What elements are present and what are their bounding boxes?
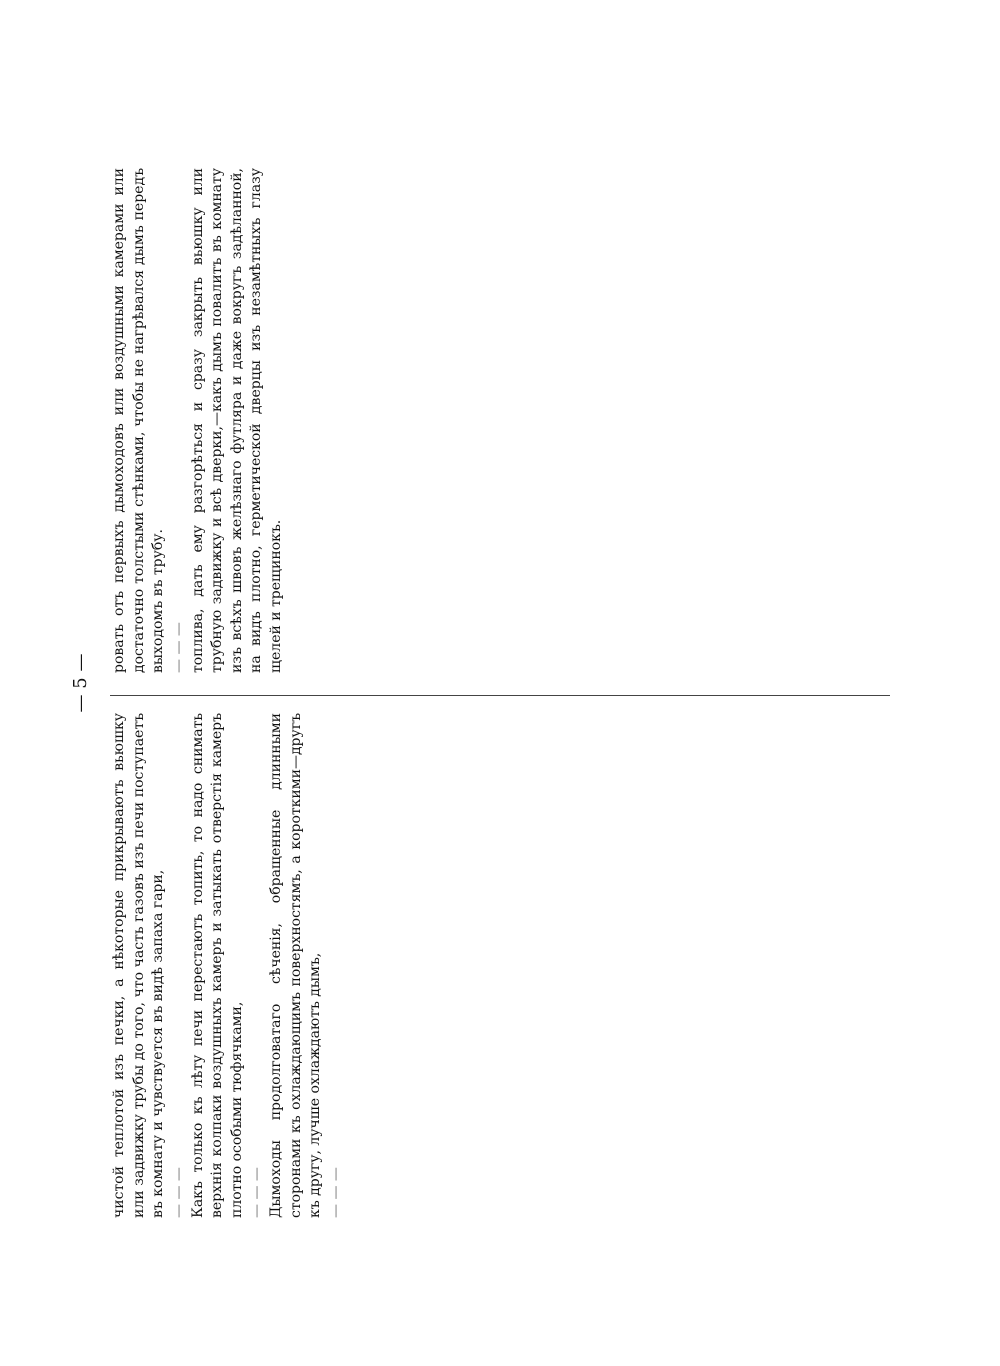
page-number: — 5 — — [70, 653, 91, 713]
paragraph: чистой теплотой изъ печки, а нѣкоторые прикрываютъ вьюшку или задвижку трубы до того, что часть газовъ изъ печи поступаетъ въ комнату и чувствуется въ видѣ запаха гари, — [111, 708, 166, 1218]
paragraph: Дымоходы продолговатаго сѣченія, обращенные длинными сторонами къ охлаждающимъ поверхностямъ, а короткими—другъ къ другу, лучше охлаждаютъ дымъ, — [268, 708, 323, 1218]
right-text-column — [110, 163, 910, 673]
paragraph: ровать отъ первыхъ дымоходовъ или воздушными камерами или достаточно толстыми стѣнками, чтобы не нагрѣвался дымъ передъ выходомъ въ трубу. — [111, 163, 166, 673]
paragraph: Какъ только къ лѣту печи перестаютъ топить, то надо снимать верхнія колпаки воздушныхъ камеръ и затыкать отверстія камеръ плотно особыми тюфячками, — [189, 708, 245, 1218]
omitted-text-marker: — — — — [327, 1167, 344, 1218]
paragraph: топлива, дать ему разгорѣться и сразу закрыть вьюшку или трубную задвижку и всѣ дверки,—какъ дымъ повалитъ въ комнату изъ всѣхъ швовъ желѣзнаго футляра и даже вокругъ задѣланной, на видъ плотно, герметической дверцы изъ незамѣтныхъ глазу щелей и трещинокъ. — [189, 163, 284, 673]
column-divider — [110, 695, 890, 696]
rotated-page-content — [70, 133, 930, 1233]
omitted-text-marker: — — — — [170, 1167, 187, 1218]
omitted-text-marker: — — — — [170, 622, 187, 673]
omitted-text-marker: — — — — [249, 1167, 265, 1218]
left-text-column — [110, 708, 910, 1218]
